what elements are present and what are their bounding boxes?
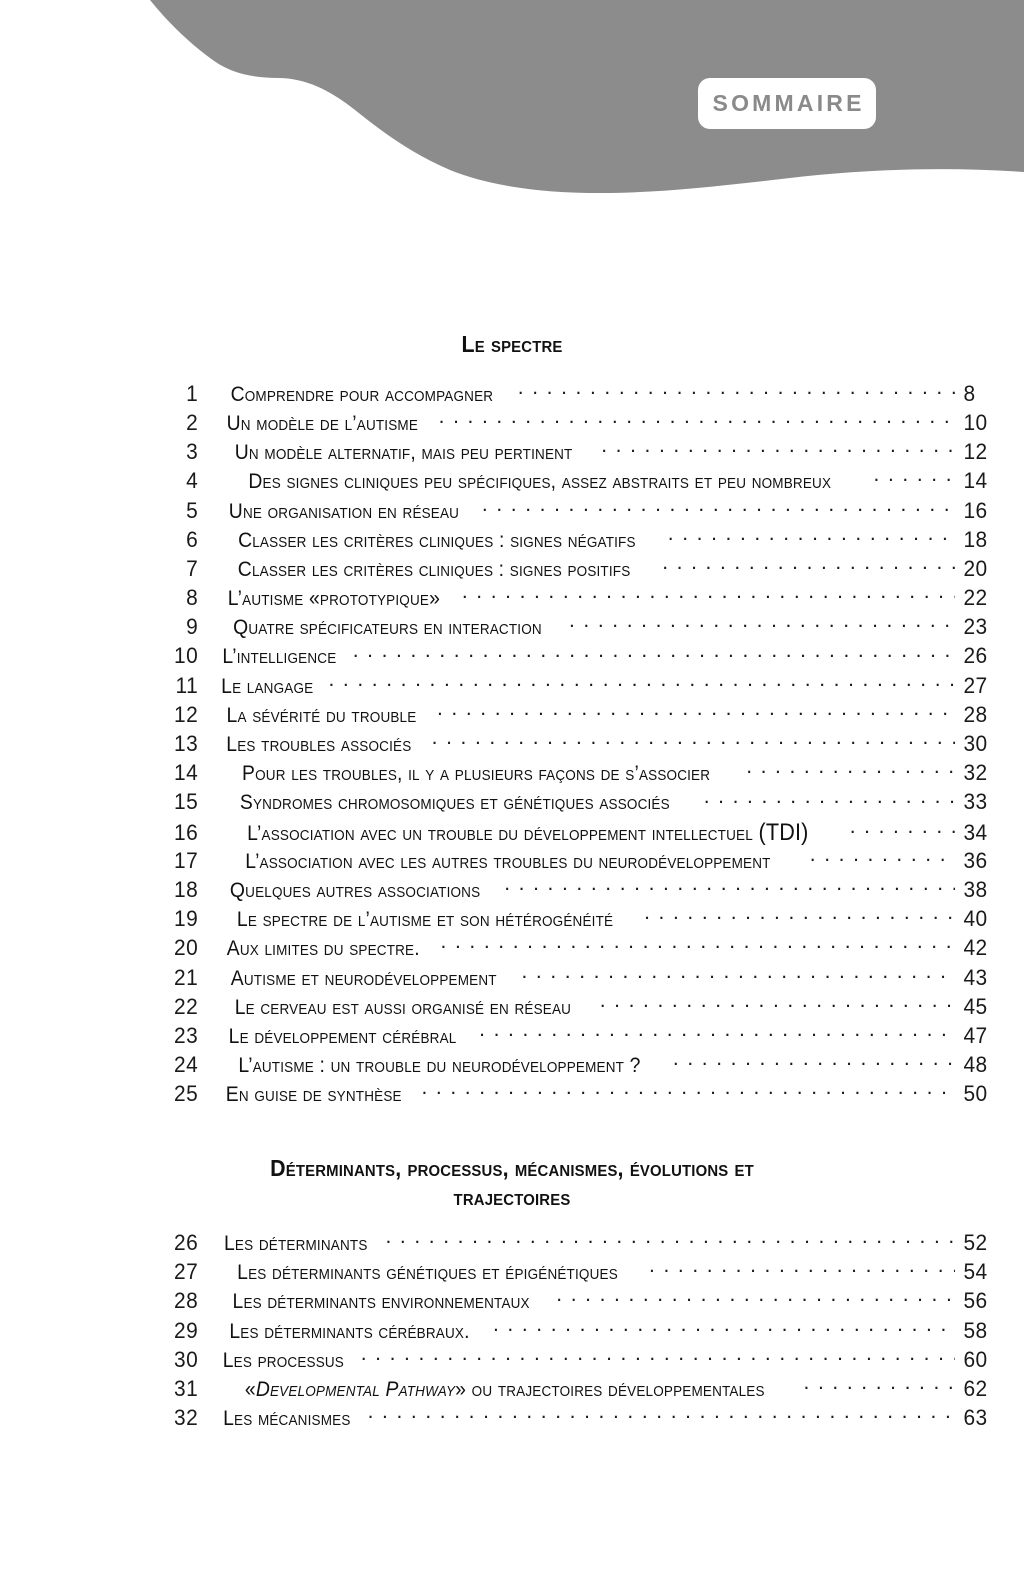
toc-entry-number: 29 [173,1317,199,1343]
toc-entry-number: 21 [173,964,199,990]
toc-entry-title-italic: Developmental Pathway [255,1376,456,1401]
dot-leader [518,385,955,401]
sommaire-badge-label: SOMMAIRE [712,90,865,116]
dot-leader [521,969,955,985]
dot-leader [504,881,955,897]
toc-entry-number: 30 [173,1346,199,1372]
toc-entry[interactable] [0,789,1024,818]
toc-entry-number: 1 [186,380,199,406]
toc-entry[interactable] [0,1259,1024,1288]
toc-entry[interactable] [0,498,1024,527]
dot-leader [353,647,955,663]
toc-entry-number: 22 [173,993,199,1019]
toc-entry[interactable] [0,731,1024,760]
toc-entry-number: 11 [175,672,199,698]
toc-entry-title: Classer les critères cliniques : signes positifs [237,556,631,581]
toc-entry-title: Un modèle alternatif, mais peu pertinent [234,440,573,465]
toc-entry-page: 20 [963,555,988,581]
toc-entry-title: La sévérité du trouble [226,702,417,727]
toc-entry[interactable] [0,468,1024,497]
toc-entry-title: Pour les troubles, il y a plusieurs façons de s’associer [242,761,711,786]
toc-entry[interactable] [0,1288,1024,1317]
toc-entry-page: 45 [963,993,988,1019]
toc-entry-number: 15 [173,789,199,815]
dot-leader [437,706,955,722]
toc-entry-title: Le spectre de l’autisme et son hétérogénéité [236,907,614,932]
toc-entry-page: 22 [963,585,988,611]
toc-entry-number: 31 [173,1375,199,1401]
toc-entry-title: Les déterminants cérébraux. [229,1318,470,1343]
toc-section-determinants [0,1154,1024,1434]
toc-entry-title: Les déterminants [223,1230,368,1255]
toc-entry-title: L’autisme : un trouble du neurodéveloppement ? [238,1053,641,1078]
toc-entry-page: 14 [963,468,988,494]
toc-entry-title: L’intelligence [222,644,337,669]
toc-entry-title [245,1377,765,1402]
toc-entry-number: 9 [186,614,199,640]
toc-entry[interactable] [0,673,1024,702]
toc-entry-page: 8 [963,380,976,406]
toc-entry[interactable] [0,410,1024,439]
dot-leader [600,998,955,1014]
toc-entry-page: 18 [963,526,988,552]
toc-entry-number: 6 [186,526,199,552]
toc-entry-number: 3 [186,439,199,465]
toc-entry-title: Les processus [222,1347,344,1372]
toc-entry-page: 54 [963,1259,988,1285]
toc-entry-page: 47 [963,1022,988,1048]
toc-entry-number: 2 [186,409,199,435]
dot-leader [482,502,955,518]
toc-entry-number: 20 [173,935,199,961]
toc-entry-page: 12 [963,439,988,465]
dot-leader [746,764,955,780]
dot-leader [804,1380,955,1396]
toc-entry-title: Un modèle de l’autisme [226,410,419,435]
toc-section-le-spectre [0,330,1024,1110]
toc-entry[interactable] [0,643,1024,672]
toc-entry-number: 13 [173,731,199,756]
toc-entry-number: 28 [173,1288,199,1314]
toc-entry[interactable] [0,527,1024,556]
dot-leader [385,1234,955,1250]
toc-entry[interactable] [0,1230,1024,1259]
dot-leader [673,1056,955,1072]
toc-entry-title: L’association avec les autres troubles du neurodéveloppement [245,848,771,873]
toc-entry-page: 62 [963,1375,988,1401]
toc-entry-number: 14 [173,760,199,786]
toc-entry-page: 52 [963,1229,988,1255]
toc-entry-number: 23 [173,1022,199,1048]
dot-leader [439,414,955,430]
toc-entry-title: Autisme et neurodéveloppement [230,965,497,990]
toc-entry-title: Une organisation en réseau [228,498,460,523]
toc-entry-title: Aux limites du spectre. [226,936,420,961]
toc-entry-number: 19 [173,906,199,932]
dot-leader [874,472,955,488]
toc-entry-title: Les mécanismes [223,1406,351,1431]
dot-leader [556,1292,955,1308]
toc-entry[interactable] [0,1052,1024,1081]
toc-entry[interactable] [0,994,1024,1023]
toc-entry-page: 34 [963,819,988,845]
toc-entry-page: 60 [963,1346,988,1372]
toc-entry-page: 28 [963,701,988,727]
toc-entry-title: Syndromes chromosomiques et génétiques associés [239,790,670,815]
toc-entry[interactable] [0,381,1024,410]
toc-entry[interactable] [0,965,1024,994]
toc-entry[interactable] [0,439,1024,468]
toc-entry-title: L’autisme «prototypique» [227,586,441,611]
toc-list-determinants [0,1230,1024,1434]
toc-entry-page: 30 [963,731,988,756]
toc-entry-page: 33 [963,789,988,815]
toc-entry-number: 17 [173,847,199,873]
toc-entry[interactable] [0,1347,1024,1376]
toc-entry-page: 56 [963,1288,988,1314]
toc-entry[interactable] [0,848,1024,877]
toc-entry-number: 18 [173,876,199,902]
dot-leader [361,1351,955,1367]
toc-entry-title-suffix: » ou trajectoires développementales [455,1376,765,1401]
toc-entry-number: 4 [186,468,199,494]
toc-entry[interactable] [0,702,1024,731]
toc-entry[interactable] [0,877,1024,906]
toc-entry-number: 12 [173,701,199,727]
toc-entry-page: 36 [963,847,988,873]
toc-entry-page: 32 [963,760,988,786]
toc-entry[interactable] [0,906,1024,935]
toc-entry[interactable] [0,760,1024,789]
toc-entry-title: Le langage [221,673,314,698]
toc-entry[interactable] [0,935,1024,964]
toc-entry-page: 43 [963,964,988,990]
toc-entry[interactable] [0,556,1024,585]
dot-leader [662,560,955,576]
toc-entry[interactable] [0,1376,1024,1405]
section-title-le-spectre: Le spectre [461,331,563,357]
toc-entry-number: 27 [173,1259,199,1285]
dot-leader [421,1085,955,1101]
toc-entry-title-prefix: « [244,1376,256,1401]
toc-entry-title-text: L’association avec un trouble du développement intellectuel [247,820,759,845]
toc-entry[interactable] [0,614,1024,643]
toc-entry-page: 48 [963,1052,988,1078]
toc-entry-title: Comprendre pour accompagner [230,381,494,406]
dot-leader [850,824,955,840]
toc-entry-page: 40 [963,906,988,932]
page-header-band [0,0,1024,220]
toc-entry-page: 26 [963,643,988,669]
toc-entry-number: 25 [173,1081,199,1107]
toc-entry-number: 16 [173,819,199,845]
toc-entry-title: Quelques autres associations [229,877,481,902]
toc-entry-page: 58 [963,1317,988,1343]
toc-entry-title: Les déterminants environnementaux [232,1289,530,1314]
sommaire-badge [698,78,876,129]
table-of-contents [0,330,1024,1434]
toc-entry[interactable] [0,1081,1024,1110]
dot-leader [668,531,955,547]
toc-entry-page: 42 [963,935,988,961]
dot-leader [368,1409,955,1425]
toc-entry-title-acronym: (TDI) [758,818,809,846]
toc-entry[interactable] [0,585,1024,614]
toc-entry-number: 24 [173,1052,199,1078]
toc-entry[interactable] [0,1318,1024,1347]
toc-entry-number: 26 [173,1229,199,1255]
toc-entry-title: Le cerveau est aussi organisé en réseau [234,994,572,1019]
dot-leader [432,735,955,751]
toc-entry[interactable] [0,1023,1024,1052]
toc-entry-page: 50 [963,1081,988,1107]
toc-entry-title: Des signes cliniques peu spécifiques, assez abstraits et peu nombreux [248,469,832,494]
toc-entry-number: 5 [186,497,199,523]
dot-leader [649,1263,955,1279]
toc-entry-title: Classer les critères cliniques : signes négatifs [238,527,636,552]
dot-leader [493,1322,955,1338]
toc-entry-number: 32 [173,1405,199,1431]
toc-entry[interactable] [0,1405,1024,1434]
toc-entry-number: 8 [186,585,199,611]
dot-leader [810,852,955,868]
toc-entry-page: 16 [963,497,988,523]
dot-leader [704,793,955,809]
dot-leader [644,910,955,926]
section-divider-space [0,1110,1024,1154]
toc-entry-title [247,819,808,847]
toc-entry-number: 10 [173,643,199,669]
dot-leader [601,443,955,459]
section-title-determinants: Déterminants, processus, mécanismes, évolutions et trajectoires [270,1155,754,1211]
toc-list-le-spectre [0,381,1024,1111]
toc-entry-page: 23 [963,614,988,640]
toc-entry-title: Le développement cérébral [228,1023,457,1048]
toc-entry[interactable] [0,819,1024,848]
dot-leader [328,677,955,693]
toc-entry-page: 27 [963,672,988,698]
toc-entry-number: 7 [186,555,199,581]
toc-entry-page: 63 [963,1405,988,1431]
toc-entry-page: 38 [963,876,988,902]
toc-entry-page: 10 [963,409,988,435]
dot-leader [441,939,955,955]
dot-leader [569,618,955,634]
dot-leader [479,1027,955,1043]
toc-entry-title: Les déterminants génétiques et épigénétiques [237,1260,618,1285]
toc-entry-title: Les troubles associés [226,732,412,756]
toc-entry-title: Quatre spécificateurs en interaction [233,615,542,640]
toc-entry-title: En guise de synthèse [225,1082,402,1107]
dot-leader [462,589,955,605]
